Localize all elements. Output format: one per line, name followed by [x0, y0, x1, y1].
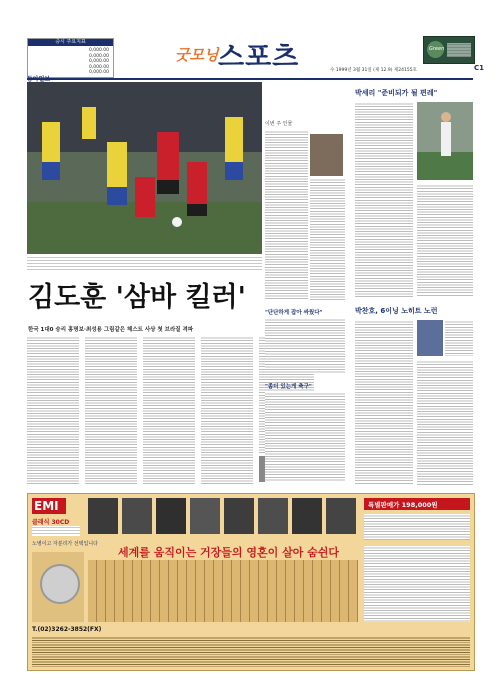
green-text: [447, 43, 471, 57]
index-row: 0,000.00: [88, 64, 109, 70]
emi-sub: 클래식 30CD: [32, 519, 70, 526]
index-row: 0,000.00: [88, 59, 109, 64]
ad-banner: 세계를 움직이는 거장들의 영혼이 살아 숨쉰다: [118, 546, 340, 559]
right-story2-title: 박찬호, 6이닝 노히트 노런: [355, 307, 438, 315]
index-row: 0,000.00: [88, 53, 109, 59]
center-text: [310, 178, 345, 300]
musician-photo: [122, 498, 152, 534]
masthead: [0, 0, 500, 80]
musician-photo: [258, 498, 288, 534]
index-box-label: 증시 주요지표: [28, 39, 113, 46]
right-story2-text: [417, 360, 473, 485]
photo-caption: [27, 256, 262, 270]
body-col: [27, 336, 79, 484]
index-row: 0,000.00: [88, 70, 109, 75]
photo-caption-text: [27, 256, 37, 257]
tracklist: [32, 636, 470, 667]
body-col: [143, 336, 195, 484]
ad-note: 노병이고 자분리가 선택입니다: [32, 541, 98, 547]
story2-text: [265, 318, 345, 373]
musician-photo: [190, 498, 220, 534]
portrait-strip: [88, 498, 358, 542]
musician-photo: [224, 498, 254, 534]
cd-disc: [40, 564, 80, 604]
title-small: 굿모닝: [175, 46, 219, 64]
right-story1-text: [355, 102, 413, 297]
ad-phone: T.(02)3262-3852(FX): [32, 626, 102, 633]
right-story2-text: [445, 320, 473, 356]
cd-grid: [88, 560, 358, 622]
emi-logo: [32, 498, 66, 514]
right-column: [355, 88, 473, 486]
soccer-photo-graphic: [27, 82, 262, 254]
pitcher-photo: [417, 320, 443, 356]
right-story1-title: 박세리 "준비되가 될 편레": [355, 89, 438, 97]
index-box: [27, 38, 114, 78]
index-rows: [31, 48, 109, 76]
masthead-rule: [27, 78, 473, 80]
price-details: [364, 514, 470, 540]
emi-ad: [27, 493, 475, 671]
price-text: 특별판매가 198,000원: [368, 501, 438, 509]
story2-title: "단단하게 잡아 싸웠다": [265, 310, 323, 316]
story3-title: "좀더 있는게 축구": [265, 384, 312, 390]
ad-right-text: [364, 546, 470, 622]
emi-brand: EMI: [34, 499, 59, 513]
title-big: 스포츠: [218, 42, 300, 73]
body-col: [201, 336, 253, 484]
cd-stack: [32, 552, 84, 622]
green-label: Green: [429, 46, 445, 52]
right-story1-text: [417, 184, 473, 297]
index-row: 0,000.00: [88, 48, 109, 53]
right-story2-text: [355, 320, 413, 485]
page-number: C1: [474, 64, 485, 72]
golfer-graphic: [417, 102, 473, 180]
story3-text: [265, 392, 345, 482]
main-headline: 김도훈 '삼바 킬러': [28, 282, 246, 313]
date-line: 수 1999년 3월 31일 (제 12.9) 제24155호: [330, 68, 417, 73]
musician-photo: [156, 498, 186, 534]
golfer-photo: [417, 102, 473, 180]
musician-photo: [88, 498, 118, 534]
center-column: [265, 120, 345, 485]
portrait-photo: [310, 134, 343, 176]
center-top-title: 이번 주 인물: [265, 121, 293, 127]
green-ad: [423, 36, 475, 64]
musician-photo: [292, 498, 322, 534]
center-text: [265, 130, 308, 300]
emi-sub-text: [32, 526, 80, 536]
main-subhead: 한국 1대0 승리 홍명보·최성용 그림같은 헤스트 사상 첫 브라질 격파: [28, 327, 194, 333]
price-badge: [364, 498, 470, 510]
musician-photo: [326, 498, 356, 534]
body-col: [85, 336, 137, 484]
main-photo: [27, 82, 262, 254]
